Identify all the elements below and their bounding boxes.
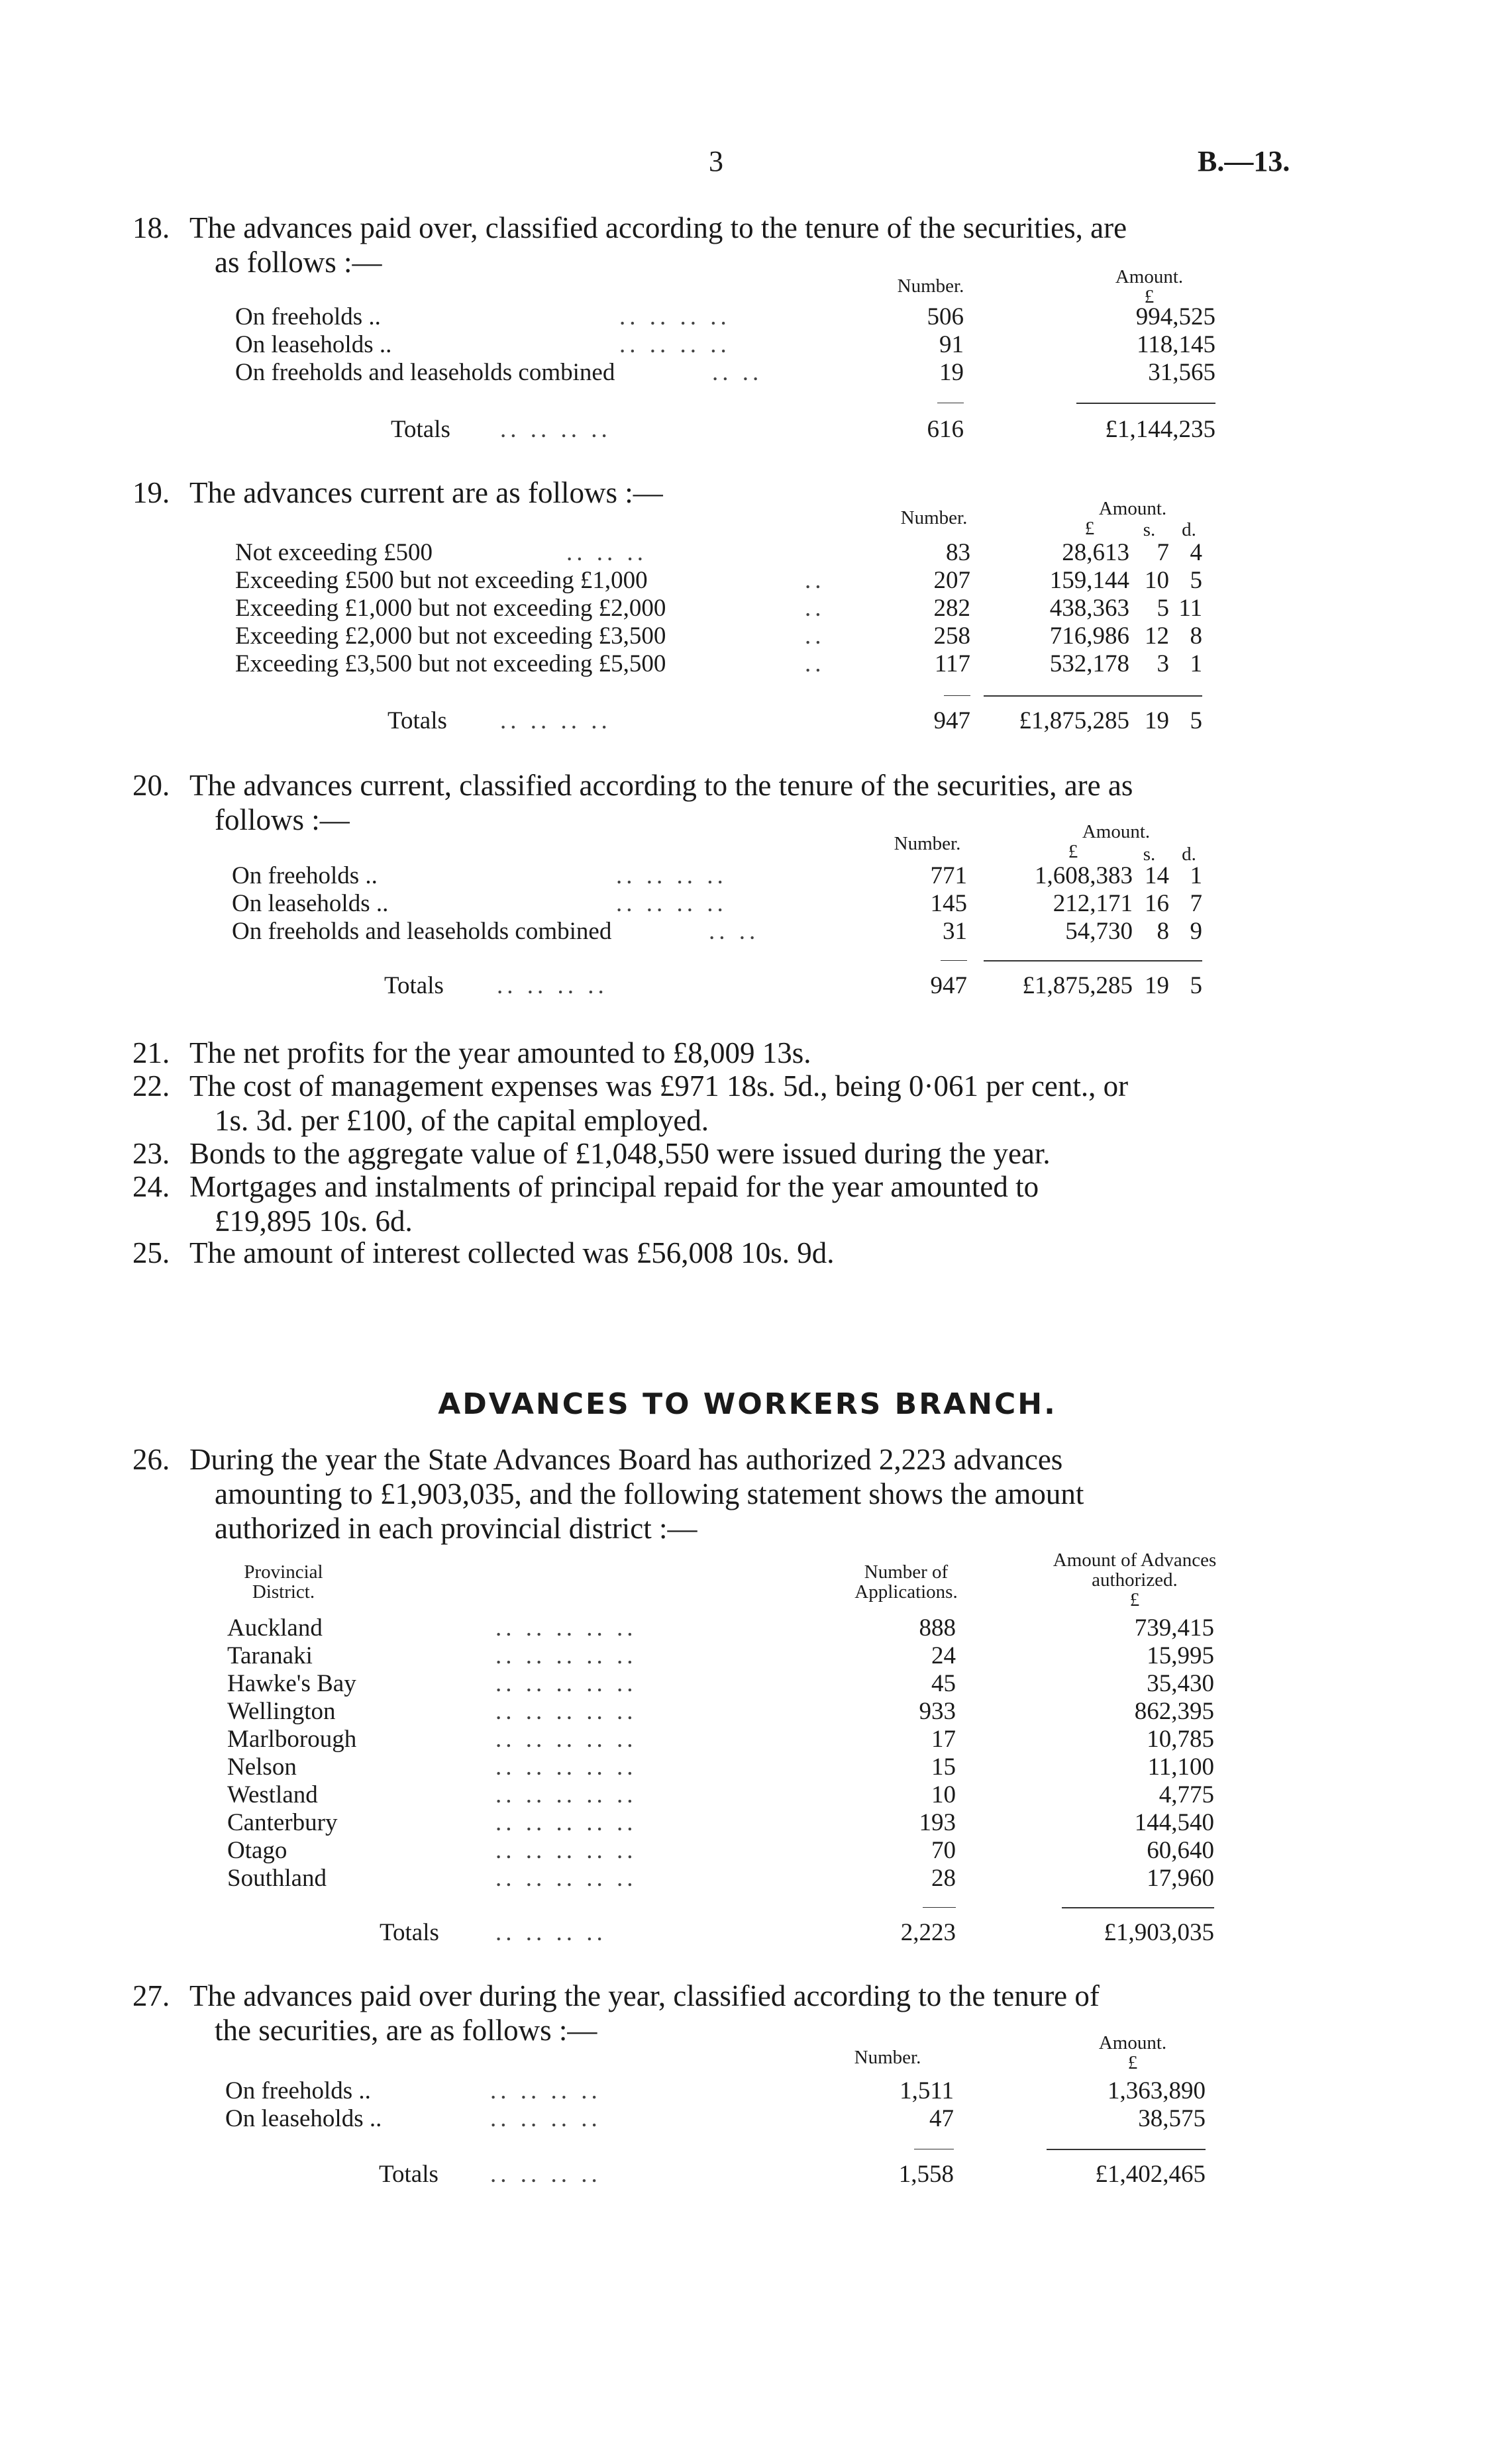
column-header-amount: Amount of Advances xyxy=(1053,1550,1217,1571)
leader-dots: .. .. .. .. xyxy=(500,416,611,443)
row-number: 933 xyxy=(919,1698,956,1725)
row-pence: 1 xyxy=(1190,862,1202,889)
leader-dots: .. .. .. .. .. xyxy=(495,1809,637,1836)
paragraph-text: Mortgages and instalments of principal repaid for the year amounted to xyxy=(189,1170,1039,1203)
paragraph-23 xyxy=(132,1136,1312,1171)
row-amount: 862,395 xyxy=(1134,1698,1214,1725)
totals-label: Totals xyxy=(379,2161,438,2188)
row-pounds: 54,730 xyxy=(1065,918,1133,945)
totals-shillings: 19 xyxy=(1145,972,1169,999)
column-header-amount: Amount. xyxy=(1115,266,1184,287)
row-pence: 4 xyxy=(1190,539,1202,566)
row-pence: 1 xyxy=(1190,650,1202,677)
column-header-pound: £ xyxy=(1144,286,1155,307)
row-number: 145 xyxy=(930,890,967,917)
leader-dots: .. .. .. .. .. xyxy=(495,1642,637,1669)
row-label: Exceeding £1,000 but not exceeding £2,000 xyxy=(235,595,666,622)
paragraph-text: £19,895 10s. 6d. xyxy=(215,1205,413,1238)
leader-dots: .. .. xyxy=(709,918,760,945)
leader-dots: .. .. .. .. xyxy=(500,707,611,734)
leader-dots: .. .. .. .. xyxy=(619,331,731,358)
row-number: 17 xyxy=(931,1726,956,1753)
row-label: On freeholds .. xyxy=(225,2077,371,2104)
row-label: Southland xyxy=(227,1865,327,1892)
rule xyxy=(923,1907,956,1908)
column-header-district: District. xyxy=(252,1581,315,1602)
row-amount: 118,145 xyxy=(1137,331,1215,358)
row-label: Exceeding £2,000 but not exceeding £3,500 xyxy=(235,622,666,650)
row-amount: 15,995 xyxy=(1147,1642,1214,1669)
column-header-amount: Amount. xyxy=(1082,821,1151,842)
row-number: 19 xyxy=(939,359,964,386)
row-shillings: 14 xyxy=(1145,862,1169,889)
row-label: Hawke's Bay xyxy=(227,1670,356,1697)
row-shillings: 12 xyxy=(1145,622,1169,650)
paragraph-number: 26. xyxy=(132,1443,170,1476)
column-header-number: Number. xyxy=(854,2047,921,2068)
paragraph-text: Bonds to the aggregate value of £1,048,550 were issued during the year. xyxy=(189,1137,1051,1170)
row-label: On freeholds .. xyxy=(232,862,378,889)
column-header-number: Number. xyxy=(894,833,961,854)
rule xyxy=(1047,2149,1206,2150)
totals-number: 616 xyxy=(927,416,964,443)
row-number: 282 xyxy=(933,595,970,622)
row-number: 888 xyxy=(919,1614,956,1642)
row-pence: 7 xyxy=(1190,890,1202,917)
totals-pounds: £1,875,285 xyxy=(1019,707,1129,734)
row-label: Not exceeding £500 xyxy=(235,539,433,566)
table-20 xyxy=(232,821,1202,1013)
totals-shillings: 19 xyxy=(1145,707,1169,734)
leader-dots: .. xyxy=(805,622,825,650)
row-label: Taranaki xyxy=(227,1642,313,1669)
totals-number: 2,223 xyxy=(900,1919,956,1946)
row-label: Nelson xyxy=(227,1753,297,1781)
table-18 xyxy=(235,266,1215,457)
row-number: 15 xyxy=(931,1753,956,1781)
paragraph-number: 22. xyxy=(132,1069,170,1103)
column-header-number: Number. xyxy=(900,507,968,528)
row-number: 70 xyxy=(931,1837,956,1864)
row-pounds: 438,363 xyxy=(1049,595,1129,622)
leader-dots: .. .. .. .. xyxy=(616,862,727,889)
column-header-shillings: s. xyxy=(1143,519,1156,540)
row-number: 45 xyxy=(931,1670,956,1697)
paragraph-number: 20. xyxy=(132,769,170,802)
row-amount: 994,525 xyxy=(1135,303,1215,330)
table-19 xyxy=(235,498,1202,742)
row-label: On freeholds and leaseholds combined xyxy=(232,918,612,945)
paragraph-21 xyxy=(132,1036,1312,1070)
totals-label: Totals xyxy=(380,1919,439,1946)
totals-label: Totals xyxy=(391,416,450,443)
column-header-pence: d. xyxy=(1182,844,1196,865)
row-amount: 35,430 xyxy=(1147,1670,1214,1697)
totals-amount: £1,402,465 xyxy=(1095,2161,1206,2188)
row-number: 10 xyxy=(931,1781,956,1808)
row-amount: 11,100 xyxy=(1147,1753,1214,1781)
row-label: On leaseholds .. xyxy=(235,331,392,358)
column-header-pound: £ xyxy=(1127,2052,1138,2073)
row-shillings: 3 xyxy=(1157,650,1169,677)
row-shillings: 16 xyxy=(1145,890,1169,917)
totals-label: Totals xyxy=(384,972,444,999)
row-shillings: 10 xyxy=(1145,567,1169,594)
column-header-amount: authorized. xyxy=(1092,1569,1178,1591)
row-amount: 60,640 xyxy=(1147,1837,1214,1864)
paragraph-number: 24. xyxy=(132,1170,170,1203)
rule xyxy=(984,960,1202,961)
totals-number: 1,558 xyxy=(898,2161,954,2188)
row-pounds: 1,608,383 xyxy=(1035,862,1133,889)
leader-dots: .. .. .. .. .. xyxy=(495,1698,637,1725)
leader-dots: .. .. .. .. xyxy=(490,2105,601,2132)
row-number: 1,511 xyxy=(900,2077,954,2104)
paragraph-text: The advances paid over, classified according to the tenure of the securities, are xyxy=(189,211,1127,244)
column-header-amount: Amount. xyxy=(1098,2032,1167,2053)
paragraph-text: as follows :— xyxy=(215,246,382,279)
column-header-applications: Applications. xyxy=(854,1581,958,1602)
paragraph-text: The advances current are as follows :— xyxy=(189,476,663,509)
section-title: ADVANCES TO WORKERS BRANCH. xyxy=(438,1387,1057,1421)
row-amount: 144,540 xyxy=(1134,1809,1214,1836)
row-amount: 1,363,890 xyxy=(1108,2077,1206,2104)
row-amount: 17,960 xyxy=(1147,1865,1214,1892)
column-header-pence: d. xyxy=(1182,519,1196,540)
leader-dots: .. .. .. .. xyxy=(490,2161,601,2188)
row-amount: 38,575 xyxy=(1138,2105,1206,2132)
row-pounds: 28,613 xyxy=(1062,539,1129,566)
leader-dots: .. xyxy=(805,567,825,594)
row-pounds: 532,178 xyxy=(1049,650,1129,677)
paragraph-number: 25. xyxy=(132,1236,170,1269)
row-pounds: 212,171 xyxy=(1053,890,1133,917)
leader-dots: .. .. .. .. xyxy=(497,972,608,999)
row-pence: 11 xyxy=(1178,595,1202,622)
row-pence: 8 xyxy=(1190,622,1202,650)
column-header-pound: £ xyxy=(1068,841,1078,862)
totals-amount: £1,903,035 xyxy=(1104,1919,1214,1946)
paragraph-text: During the year the State Advances Board has authorized 2,223 advances xyxy=(189,1443,1063,1476)
row-amount: 31,565 xyxy=(1148,359,1215,386)
row-label: Exceeding £500 but not exceeding £1,000 xyxy=(235,567,648,594)
paragraph-24 xyxy=(132,1169,1312,1238)
row-number: 258 xyxy=(933,622,970,650)
row-number: 771 xyxy=(930,862,967,889)
paragraph-number: 21. xyxy=(132,1036,170,1069)
row-number: 207 xyxy=(933,567,970,594)
row-amount: 4,775 xyxy=(1159,1781,1214,1808)
paragraph-text: amounting to £1,903,035, and the following statement shows the amount xyxy=(215,1477,1084,1510)
leader-dots: .. xyxy=(805,650,825,677)
row-label: Canterbury xyxy=(227,1809,338,1836)
leader-dots: .. .. .. .. .. xyxy=(495,1614,637,1642)
totals-pounds: £1,875,285 xyxy=(1022,972,1133,999)
paragraph-text: the securities, are as follows :— xyxy=(215,2014,597,2047)
document-reference: B.—13. xyxy=(1198,145,1290,177)
rule xyxy=(941,960,967,961)
row-label: On leaseholds .. xyxy=(225,2105,382,2132)
totals-amount: £1,144,235 xyxy=(1105,416,1215,443)
leader-dots: .. .. .. .. .. xyxy=(495,1670,637,1697)
row-number: 28 xyxy=(931,1865,956,1892)
row-label: Auckland xyxy=(227,1614,323,1642)
row-pence: 5 xyxy=(1190,567,1202,594)
row-pounds: 159,144 xyxy=(1049,567,1129,594)
paragraph-text: The advances current, classified according to the tenure of the securities, are as xyxy=(189,769,1133,802)
row-amount: 10,785 xyxy=(1147,1726,1214,1753)
paragraph-text: The cost of management expenses was £971 18s. 5d., being 0·061 per cent., or xyxy=(189,1069,1129,1103)
row-number: 47 xyxy=(929,2105,954,2132)
paragraph-text: The net profits for the year amounted to £8,009 13s. xyxy=(189,1036,811,1069)
totals-pence: 5 xyxy=(1190,972,1202,999)
rule xyxy=(1062,1907,1214,1908)
leader-dots: .. .. .. .. .. xyxy=(495,1753,637,1781)
row-number: 31 xyxy=(943,918,967,945)
rule xyxy=(1076,403,1215,404)
row-pounds: 716,986 xyxy=(1049,622,1129,650)
row-number: 193 xyxy=(919,1809,956,1836)
row-number: 24 xyxy=(931,1642,956,1669)
leader-dots: .. .. .. .. .. xyxy=(495,1781,637,1808)
rule xyxy=(944,695,970,696)
paragraph-number: 19. xyxy=(132,476,170,509)
paragraph-text: follows :— xyxy=(215,803,350,836)
paragraph-25 xyxy=(132,1236,1312,1270)
row-shillings: 7 xyxy=(1157,539,1169,566)
leader-dots: .. .. xyxy=(712,359,763,386)
leader-dots: .. .. .. .. .. xyxy=(495,1865,637,1892)
leader-dots: .. .. .. .. xyxy=(616,890,727,917)
row-number: 117 xyxy=(934,650,970,677)
column-header-pound: £ xyxy=(1129,1589,1140,1610)
paragraph-text: 1s. 3d. per £100, of the capital employed. xyxy=(215,1104,709,1137)
row-number: 91 xyxy=(939,331,964,358)
column-header-amount: Amount. xyxy=(1098,498,1167,519)
row-label: Otago xyxy=(227,1837,287,1864)
row-shillings: 5 xyxy=(1157,595,1169,622)
paragraph-text: authorized in each provincial district :— xyxy=(215,1512,697,1545)
leader-dots: .. .. .. .. .. xyxy=(495,1837,637,1864)
rule xyxy=(984,695,1202,697)
column-header-pound: £ xyxy=(1084,518,1095,539)
row-number: 83 xyxy=(946,539,970,566)
totals-label: Totals xyxy=(387,707,447,734)
leader-dots: .. .. .. .. xyxy=(619,303,731,330)
table-27 xyxy=(225,2032,1206,2195)
row-label: On leaseholds .. xyxy=(232,890,389,917)
paragraph-text: The amount of interest collected was £56,008 10s. 9d. xyxy=(189,1236,835,1269)
paragraph-26 xyxy=(132,1442,1312,1546)
paragraph-number: 23. xyxy=(132,1137,170,1170)
column-header-applications: Number of xyxy=(864,1561,949,1583)
row-number: 506 xyxy=(927,303,964,330)
row-amount: 739,415 xyxy=(1134,1614,1214,1642)
row-label: Wellington xyxy=(227,1698,336,1725)
column-header-shillings: s. xyxy=(1143,844,1156,865)
totals-number: 947 xyxy=(930,972,967,999)
row-label: Marlborough xyxy=(227,1726,357,1753)
column-header-district: Provincial xyxy=(244,1561,323,1583)
table-26 xyxy=(227,1550,1234,1960)
leader-dots: .. .. .. .. xyxy=(490,2077,601,2104)
leader-dots: .. .. .. .. .. xyxy=(495,1726,637,1753)
row-shillings: 8 xyxy=(1157,918,1169,945)
page-number: 3 xyxy=(709,145,723,177)
leader-dots: .. .. .. .. xyxy=(495,1919,607,1946)
leader-dots: .. xyxy=(805,595,825,622)
row-label: On freeholds .. xyxy=(235,303,381,330)
leader-dots: .. .. .. xyxy=(566,539,647,566)
paragraph-22 xyxy=(132,1069,1312,1138)
row-label: On freeholds and leaseholds combined xyxy=(235,359,615,386)
column-header-number: Number. xyxy=(897,275,964,297)
row-label: Exceeding £3,500 but not exceeding £5,500 xyxy=(235,650,666,677)
paragraph-text: The advances paid over during the year, classified according to the tenure of xyxy=(189,1979,1100,2012)
totals-number: 947 xyxy=(933,707,970,734)
totals-pence: 5 xyxy=(1190,707,1202,734)
paragraph-number: 27. xyxy=(132,1979,170,2012)
paragraph-number: 18. xyxy=(132,211,170,244)
row-label: Westland xyxy=(227,1781,318,1808)
row-pence: 9 xyxy=(1190,918,1202,945)
